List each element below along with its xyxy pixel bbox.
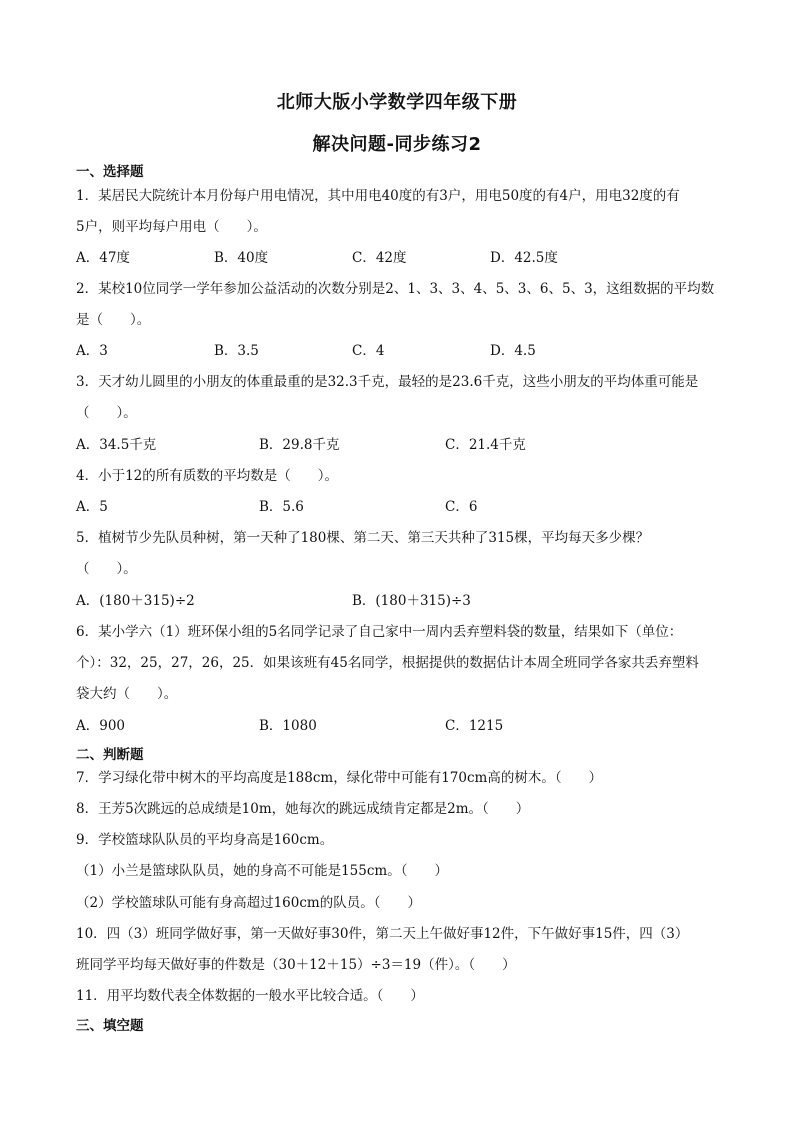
question-2-option-b: B．3.5 (214, 343, 259, 359)
question-10-line-2: 班同学平均每天做好事的件数是（30＋12＋15）÷3＝19（件）。（ ） (76, 957, 516, 973)
question-9: 9．学校篮球队队员的平均身高是160cm。 (76, 832, 334, 848)
question-6-option-b: B．1080 (259, 718, 317, 734)
question-9-part-1: （1）小兰是篮球队队员，她的身高不可能是155cm。（ ） (76, 863, 448, 879)
question-9-part-2: （2）学校篮球队可能有身高超过160cm的队员。（ ） (76, 895, 421, 911)
question-2-option-c: C．4 (352, 343, 385, 359)
question-5-line-2: （ ）。 (76, 561, 137, 577)
question-4-option-b: B．5.6 (259, 499, 304, 515)
question-11: 11．用平均数代表全体数据的一般水平比较合适。（ ） (76, 988, 424, 1004)
page-subtitle: 解决问题-同步练习2 (312, 134, 482, 155)
question-4-line-1: 4．小于12的所有质数的平均数是（ ）。 (76, 468, 339, 484)
question-5-option-b: B．(180＋315)÷3 (352, 593, 471, 609)
question-5-option-a: A．(180＋315)÷2 (76, 593, 195, 609)
question-3-line-2: （ ）。 (76, 405, 137, 421)
question-2-line-1: 2．某校10位同学一学年参加公益活动的次数分别是2、1、3、3、4、5、3、6、5、3，这组数据的平均数 (76, 281, 715, 297)
question-1-option-c: C．42度 (352, 250, 407, 266)
question-1-line-1: 1．某居民大院统计本月份每户用电情况，其中用电40度的有3户，用电50度的有4户，用电32度的有 (76, 188, 680, 204)
question-4-option-c: C．6 (445, 499, 478, 515)
question-6-option-c: C．1215 (445, 718, 504, 734)
question-5-line-1: 5．植树节少先队员种树，第一天种了180棵、第二天、第三天共种了315棵，平均每天多少棵？ (76, 530, 650, 546)
question-4-option-a: A．5 (76, 499, 108, 515)
question-2-option-a: A．3 (76, 343, 108, 359)
section-choice-heading: 一、选择题 (76, 164, 144, 180)
question-1-option-b: B．40度 (214, 250, 269, 266)
question-2-option-d: D．4.5 (490, 343, 536, 359)
question-6-option-a: A．900 (76, 718, 126, 734)
question-8: 8．王芳5次跳远的总成绩是10m，她每次的跳远成绩肯定都是2m。（ ） (76, 801, 530, 817)
question-1-line-2: 5户，则平均每户用电（ ）。 (76, 219, 267, 235)
question-2-line-2: 是（ ）。 (76, 312, 151, 328)
question-6-line-2: 个）：32，25，27，26，25．如果该班有45名同学，根据提供的数据估计本周全班同学各家共丢弃塑料 (76, 655, 699, 671)
question-3-option-b: B．29.8千克 (259, 437, 340, 453)
question-10-line-1: 10．四（3）班同学做好事，第一天做好事30件，第二天上午做好事12件，下午做好事15件，四（3） (76, 926, 689, 942)
question-3-option-a: A．34.5千克 (76, 437, 157, 453)
question-7: 7．学习绿化带中树木的平均高度是188cm，绿化带中可能有170cm高的树木。（ ） (76, 770, 603, 786)
question-3-option-c: C．21.4千克 (445, 437, 526, 453)
question-1-option-a: A．47度 (76, 250, 130, 266)
question-6-line-1: 6．某小学六（1）班环保小组的5名同学记录了自己家中一周内丢弃塑料袋的数量，结果如下（单位： (76, 624, 683, 640)
section-fill-heading: 三、填空题 (76, 1018, 144, 1034)
question-6-line-3: 袋大约（ ）。 (76, 686, 178, 702)
question-3-line-1: 3．天才幼儿圆里的小朋友的体重最重的是32.3千克，最轻的是23.6千克，这些小朋友的平均体重可能是 (76, 374, 699, 390)
page-title: 北师大版小学数学四年级下册 (276, 92, 518, 113)
question-1-option-d: D．42.5度 (490, 250, 558, 266)
section-judge-heading: 二、判断题 (76, 747, 144, 763)
